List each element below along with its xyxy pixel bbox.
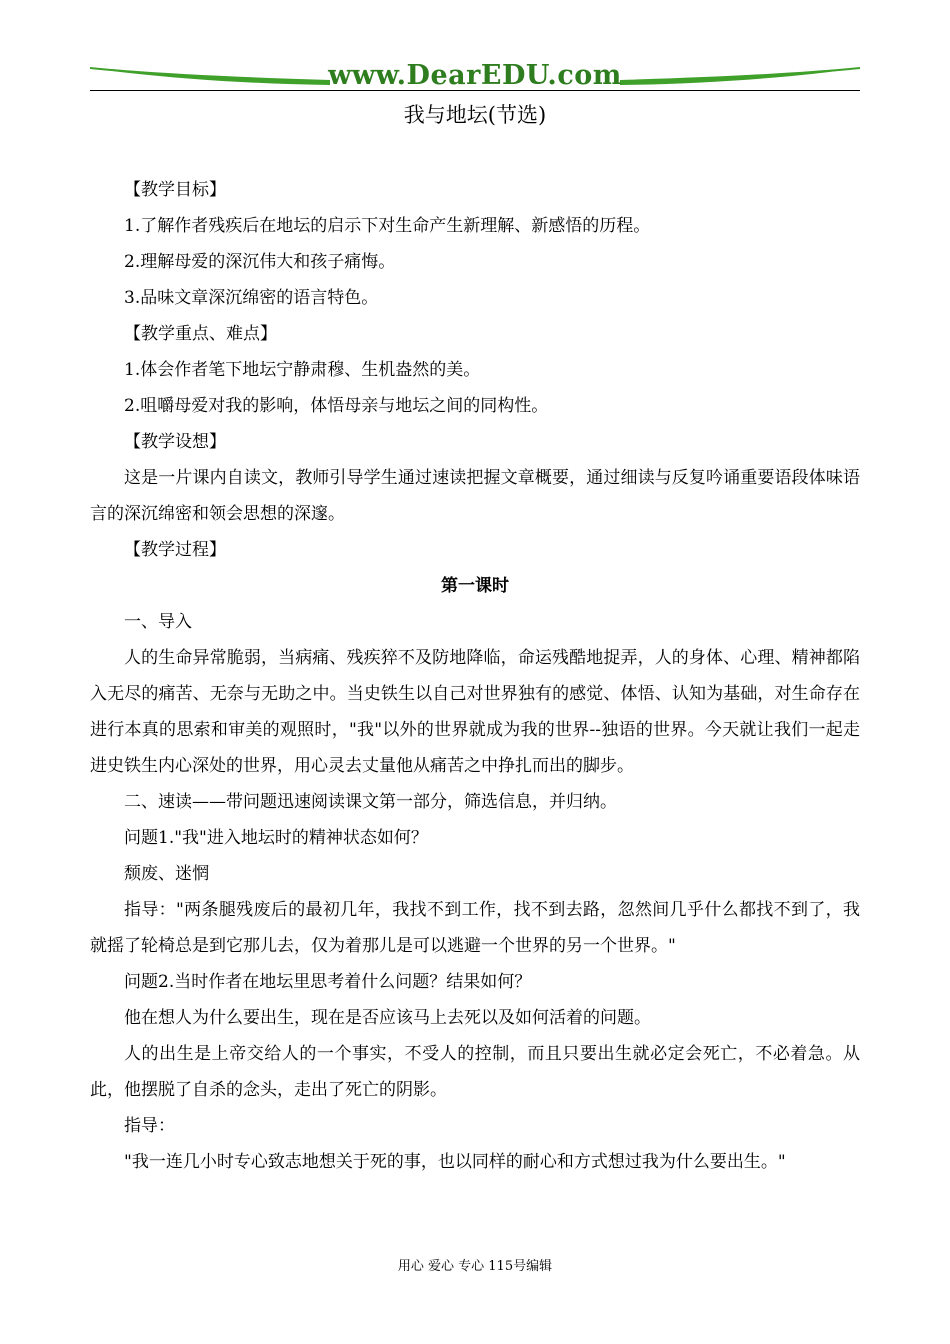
document-body — [90, 172, 860, 1180]
answer-paragraph: 他在想人为什么要出生，现在是否应该马上去死以及如何活着的问题。 — [124, 1008, 651, 1028]
answer-paragraph: 颓废、迷惘 — [124, 864, 209, 884]
body-paragraph: 一、导入 — [124, 612, 192, 632]
header-divider — [90, 90, 860, 91]
objective-item: 2.理解母爱的深沉伟大和孩子痛悔。 — [124, 252, 396, 272]
key-point-item: 2.咀嚼母爱对我的影响，体悟母亲与地坛之间的同构性。 — [124, 396, 549, 416]
section-heading-key-points: 【教学重点、难点】 — [124, 324, 277, 344]
page-footer: 用心 爱心 专心 115号编辑 — [397, 1259, 553, 1274]
guidance-label: 指导： — [124, 1116, 175, 1136]
lesson-heading: 第一课时 — [441, 576, 509, 596]
guidance-paragraph: 指导："两条腿残废后的最初几年，我找不到工作，找不到去路，忽然间几乎什么都找不到了，我就摇了轮椅总是到它那儿去，仅为着那儿是可以逃避一个世界的另一个世界。" — [90, 900, 860, 956]
section-heading-objectives: 【教学目标】 — [124, 180, 226, 200]
teaching-idea-paragraph: 这是一片课内自读文，教师引导学生通过速读把握文章概要，通过细读与反复吟诵重要语段体味语言的深沉绵密和领会思想的深邃。 — [90, 468, 860, 524]
body-paragraph: 二、速读——带问题迅速阅读课文第一部分，筛选信息，并归纳。 — [124, 792, 617, 812]
document-title: 我与地坛(节选) — [403, 103, 547, 127]
section-heading-teaching-idea: 【教学设想】 — [124, 432, 226, 452]
objective-item: 1.了解作者残疾后在地坛的启示下对生命产生新理解、新感悟的历程。 — [124, 216, 651, 236]
body-paragraph: 人的生命异常脆弱，当病痛、残疾猝不及防地降临，命运残酷地捉弄，人的身体、心理、精神都陷入无尽的痛苦、无奈与无助之中。当史铁生以自己对世界独有的感觉、体悟、认知为基础，对生命存在进行本真的思索和审美的观照时，"我"以外的世界就成为我的世界--独语的世界。今天就让我们一起走进史铁生内心深处的世界，用心灵去丈量他从痛苦之中挣扎而出的脚步。 — [90, 648, 860, 776]
question-paragraph: 问题1."我"进入地坛时的精神状态如何？ — [124, 828, 428, 848]
key-point-item: 1.体会作者笔下地坛宁静肃穆、生机盎然的美。 — [124, 360, 481, 380]
objective-item: 3.品味文章深沉绵密的语言特色。 — [124, 288, 379, 308]
section-heading-process: 【教学过程】 — [124, 540, 226, 560]
site-logo-text: www.DearEDU.com — [328, 60, 622, 91]
answer-paragraph: 人的出生是上帝交给人的一个事实，不受人的控制，而且只要出生就必定会死亡，不必着急。从此，他摆脱了自杀的念头，走出了死亡的阴影。 — [90, 1044, 860, 1100]
question-paragraph: 问题2.当时作者在地坛里思考着什么问题？结果如何？ — [124, 972, 532, 992]
quote-paragraph: "我一连几小时专心致志地想关于死的事，也以同样的耐心和方式想过我为什么要出生。" — [124, 1152, 786, 1172]
